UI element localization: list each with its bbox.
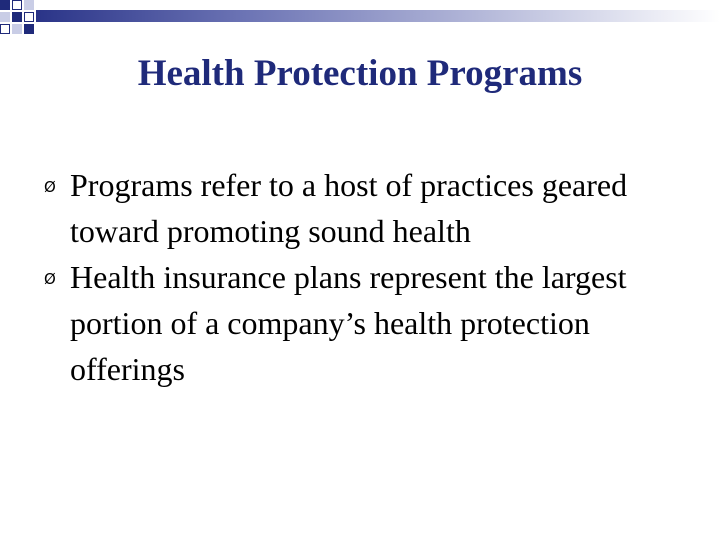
bullet-item (44, 162, 684, 254)
slide-title: Health Protection Programs (137, 53, 583, 94)
arrowhead-bullet-icon: Ø (44, 178, 56, 196)
bullet-text: Programs refer to a host of practices geared toward promoting sound health (70, 167, 628, 249)
decor-square (24, 24, 34, 34)
decor-square (12, 12, 22, 22)
decor-square (12, 24, 22, 34)
decor-square (0, 24, 10, 34)
decor-square (0, 12, 10, 22)
arrowhead-bullet-icon: Ø (44, 270, 56, 288)
header-gradient-band (36, 10, 720, 22)
bullet-list (44, 162, 684, 392)
decor-square (24, 0, 34, 10)
decor-square (0, 0, 10, 10)
bullet-item (44, 254, 684, 392)
decor-square (24, 12, 34, 22)
decor-square (12, 0, 22, 10)
bullet-text: Health insurance plans represent the largest portion of a company’s health protection offerings (70, 259, 627, 387)
